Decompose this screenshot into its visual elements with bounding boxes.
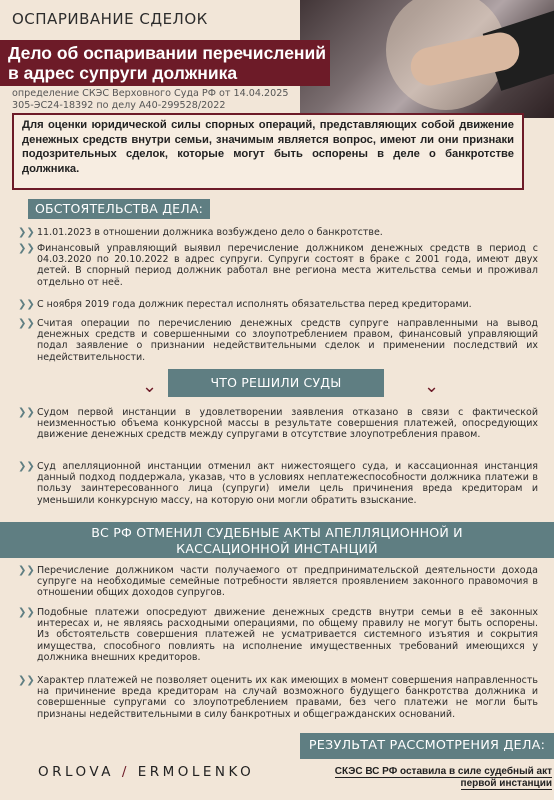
list-item-text: Подобные платежи опосредуют движение денежных средств внутри семьи в её законных интересах и, не являясь расходными операциями, по общему правилу не могут быть оспорены. Из обстоятельств совершения платежей не усматривается системного изъятия и сокрытия имущества, способного повлиять на исполнение имущественных требований имеющихся у должника внешних кредиторов. — [37, 607, 538, 663]
double-chevron-icon: ❯❯ — [18, 607, 35, 618]
list-item-text: С ноября 2019 года должник перестал исполнять обязательства перед кредиторами. — [37, 299, 472, 310]
supreme-court-heading — [0, 522, 554, 558]
double-chevron-icon: ❯❯ — [18, 299, 35, 310]
courts-heading: ЧТО РЕШИЛИ СУДЫ — [168, 369, 384, 397]
double-chevron-icon: ❯❯ — [18, 227, 35, 238]
result-text-line-1: СКЭС ВС РФ оставила в силе судебный акт — [334, 766, 552, 777]
logo-separator-icon: / — [114, 764, 138, 780]
brand-logo — [38, 764, 254, 780]
circumstances-heading: ОБСТОЯТЕЛЬСТВА ДЕЛА: — [28, 199, 210, 219]
supreme-court-heading-line-1: ВС РФ ОТМЕНИЛ СУДЕБНЫЕ АКТЫ АПЕЛЛЯЦИОННОЙ И — [91, 525, 463, 540]
chevron-down-icon: ⌄ — [142, 376, 158, 397]
page-title: Дело об оспаривании перечислений в адрес супруги должника — [8, 43, 327, 83]
list-item-text: Финансовый управляющий выявил перечисление должником денежных средств в период с 04.03.2020 по 20.10.2022 в адрес супруги. Супруги состоят в браке с 2001 года, имеют двух детей. В спорный период должник работал вне региона места жительства семьи и проживал отдельно от неё. — [37, 243, 538, 288]
brand-right: ERMOLENKO — [137, 764, 255, 780]
double-chevron-icon: ❯❯ — [18, 318, 35, 329]
list-item-text: Перечисление должником части получаемого от предпринимательской деятельности дохода супруге на необходимые семейные потребности является проявлением законного правомочия в отношении общих доходов супругов. — [37, 565, 538, 599]
double-chevron-icon: ❯❯ — [18, 461, 35, 472]
title-banner — [0, 40, 330, 86]
result-heading: РЕЗУЛЬТАТ РАССМОТРЕНИЯ ДЕЛА: — [300, 733, 554, 759]
handshake-photo — [300, 0, 554, 118]
list-item-text: Считая операции по перечислению денежных средств супруге направленными на вывод денежных средств и совершенными со злоупотреблением правом, финансовый управляющий подал заявление о признании недействительными сделок и применении последствий их недействительности. — [37, 318, 538, 363]
list-item-text: 11.01.2023 в отношении должника возбуждено дело о банкротстве. — [37, 227, 383, 238]
key-question-box — [12, 113, 524, 190]
list-item-text: Суд апелляционной инстанции отменил акт нижестоящего суда, и кассационная инстанция данный подход поддержала, указав, что в условиях неплатежеспособности должника платежи в пользу заинтересованного лица (супруги) имели цель причинения вреда кредиторам и уменьшили конкурсную массу, на которую они могли обратить взыскание. — [37, 461, 538, 506]
double-chevron-icon: ❯❯ — [18, 675, 35, 686]
double-chevron-icon: ❯❯ — [18, 565, 35, 576]
double-chevron-icon: ❯❯ — [18, 407, 35, 418]
reference-line-1: определение СКЭС Верховного Суда РФ от 14.04.2025 — [12, 88, 289, 99]
result-text-line-2: первой инстанции — [460, 778, 552, 789]
brand-left: ORLOVA — [38, 764, 115, 780]
double-chevron-icon: ❯❯ — [18, 243, 35, 254]
chevron-down-icon: ⌄ — [424, 376, 440, 397]
list-item-text: Судом первой инстанции в удовлетворении заявления отказано в связи с фактической неизменностью объема конкурсной массы в результате совершения платежей, опосредующих движение денежных средств между супругами в отсутствие злоупотребления правом. — [37, 407, 538, 441]
list-item-text: Характер платежей не позволяет оценить их как имеющих в момент совершения направленность на причинение вреда кредиторам на случай возможного будущего банкротства должника и совершенные супругами со злоупотреблением правами, без чего платежи не могли быть признаны недействительными в силу банкротных и общегражданских оснований. — [37, 675, 538, 720]
category-label: ОСПАРИВАНИЕ СДЕЛОК — [12, 10, 208, 28]
supreme-court-heading-line-2: КАССАЦИОННОЙ ИНСТАНЦИЙ — [176, 540, 378, 556]
key-question-text: Для оценки юридической силы спорных операций, представляющих собой движение денежных средств внутри семьи, значимым является вопрос, имеют ли они признаки подозрительных сделок, которые могут быть оспорены в деле о банкротстве должника. — [22, 119, 514, 175]
case-reference — [12, 88, 312, 112]
reference-line-2: 305-ЭС24-18392 по делу А40-299528/2022 — [12, 100, 226, 111]
result-text — [300, 766, 552, 790]
